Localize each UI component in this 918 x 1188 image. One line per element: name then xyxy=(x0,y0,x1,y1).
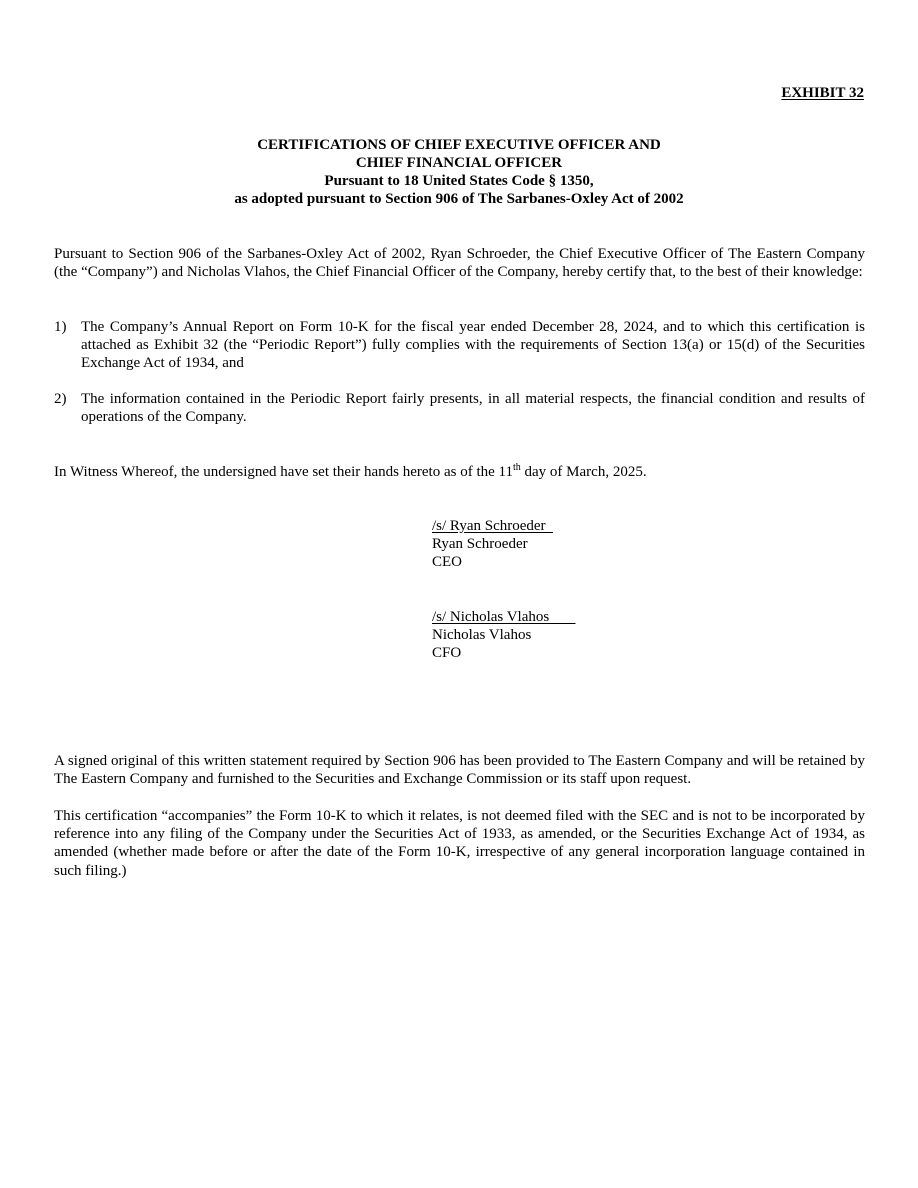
list-item xyxy=(54,390,865,426)
witness-paragraph xyxy=(54,463,865,481)
witness-superscript: th xyxy=(512,462,521,473)
title-line-3: Pursuant to 18 United States Code § 1350, xyxy=(324,173,594,189)
title-line-2: CHIEF FINANCIAL OFFICER xyxy=(355,155,563,171)
witness-text-end: day of March, 2025. xyxy=(520,464,647,480)
title-line-1: CERTIFICATIONS OF CHIEF EXECUTIVE OFFICER AND xyxy=(257,137,661,153)
list-text: The information contained in the Periodic Report fairly presents, in all material respects, the financial condition and results of operations of the Company. xyxy=(81,391,865,426)
list-number: 1) xyxy=(54,319,67,335)
signer-name: Nicholas Vlahos xyxy=(432,627,532,643)
list-text: The Company’s Annual Report on Form 10-K for the fiscal year ended December 28, 2024, and to which this certification is attached as Exhibit 32 (the “Periodic Report”) fully complies with the requirements of Section 13(a) or 15(d) of the Securities Exchange Act of 1934, and xyxy=(81,319,865,372)
title-line-4: as adopted pursuant to Section 906 of The Sarbanes-Oxley Act of 2002 xyxy=(234,191,684,207)
intro-paragraph: Pursuant to Section 906 of the Sarbanes-Oxley Act of 2002, Ryan Schroeder, the Chief Executive Officer of The Eastern Company (the “Company”) and Nicholas Vlahos, the Chief Financial Officer of the Company, hereby certify that, to the best of their knowledge: xyxy=(54,246,865,281)
signer-name: Ryan Schroeder xyxy=(432,536,528,552)
document-title xyxy=(0,136,918,208)
closing-paragraph-2: This certification “accompanies” the Form 10-K to which it relates, is not deemed filed with the SEC and is not to be incorporated by reference into any filing of the Company under the Securities Act of 1933, as amended, or the Securities Exchange Act of 1934, as amended (whether made before or after the date of the Form 10-K, irrespective of any general incorporation language contained in such filing.) xyxy=(54,808,865,879)
signer-title: CFO xyxy=(432,645,462,661)
signature-block-cfo xyxy=(432,608,575,662)
closing-paragraph-1: A signed original of this written statement required by Section 906 has been provided to The Eastern Company and will be retained by The Eastern Company and furnished to the Securities and Exchange Commission or its staff upon request. xyxy=(54,753,865,788)
list-number: 2) xyxy=(54,391,67,407)
witness-text: In Witness Whereof, the undersigned have set their hands hereto as of the 11 xyxy=(54,464,513,480)
signature-line: /s/ Ryan Schroeder xyxy=(432,518,554,534)
exhibit-label: EXHIBIT 32 xyxy=(781,85,864,101)
list-item xyxy=(54,318,865,373)
signature-block-ceo xyxy=(432,517,553,571)
signer-title: CEO xyxy=(432,554,462,570)
signature-line: /s/ Nicholas Vlahos xyxy=(432,609,576,625)
